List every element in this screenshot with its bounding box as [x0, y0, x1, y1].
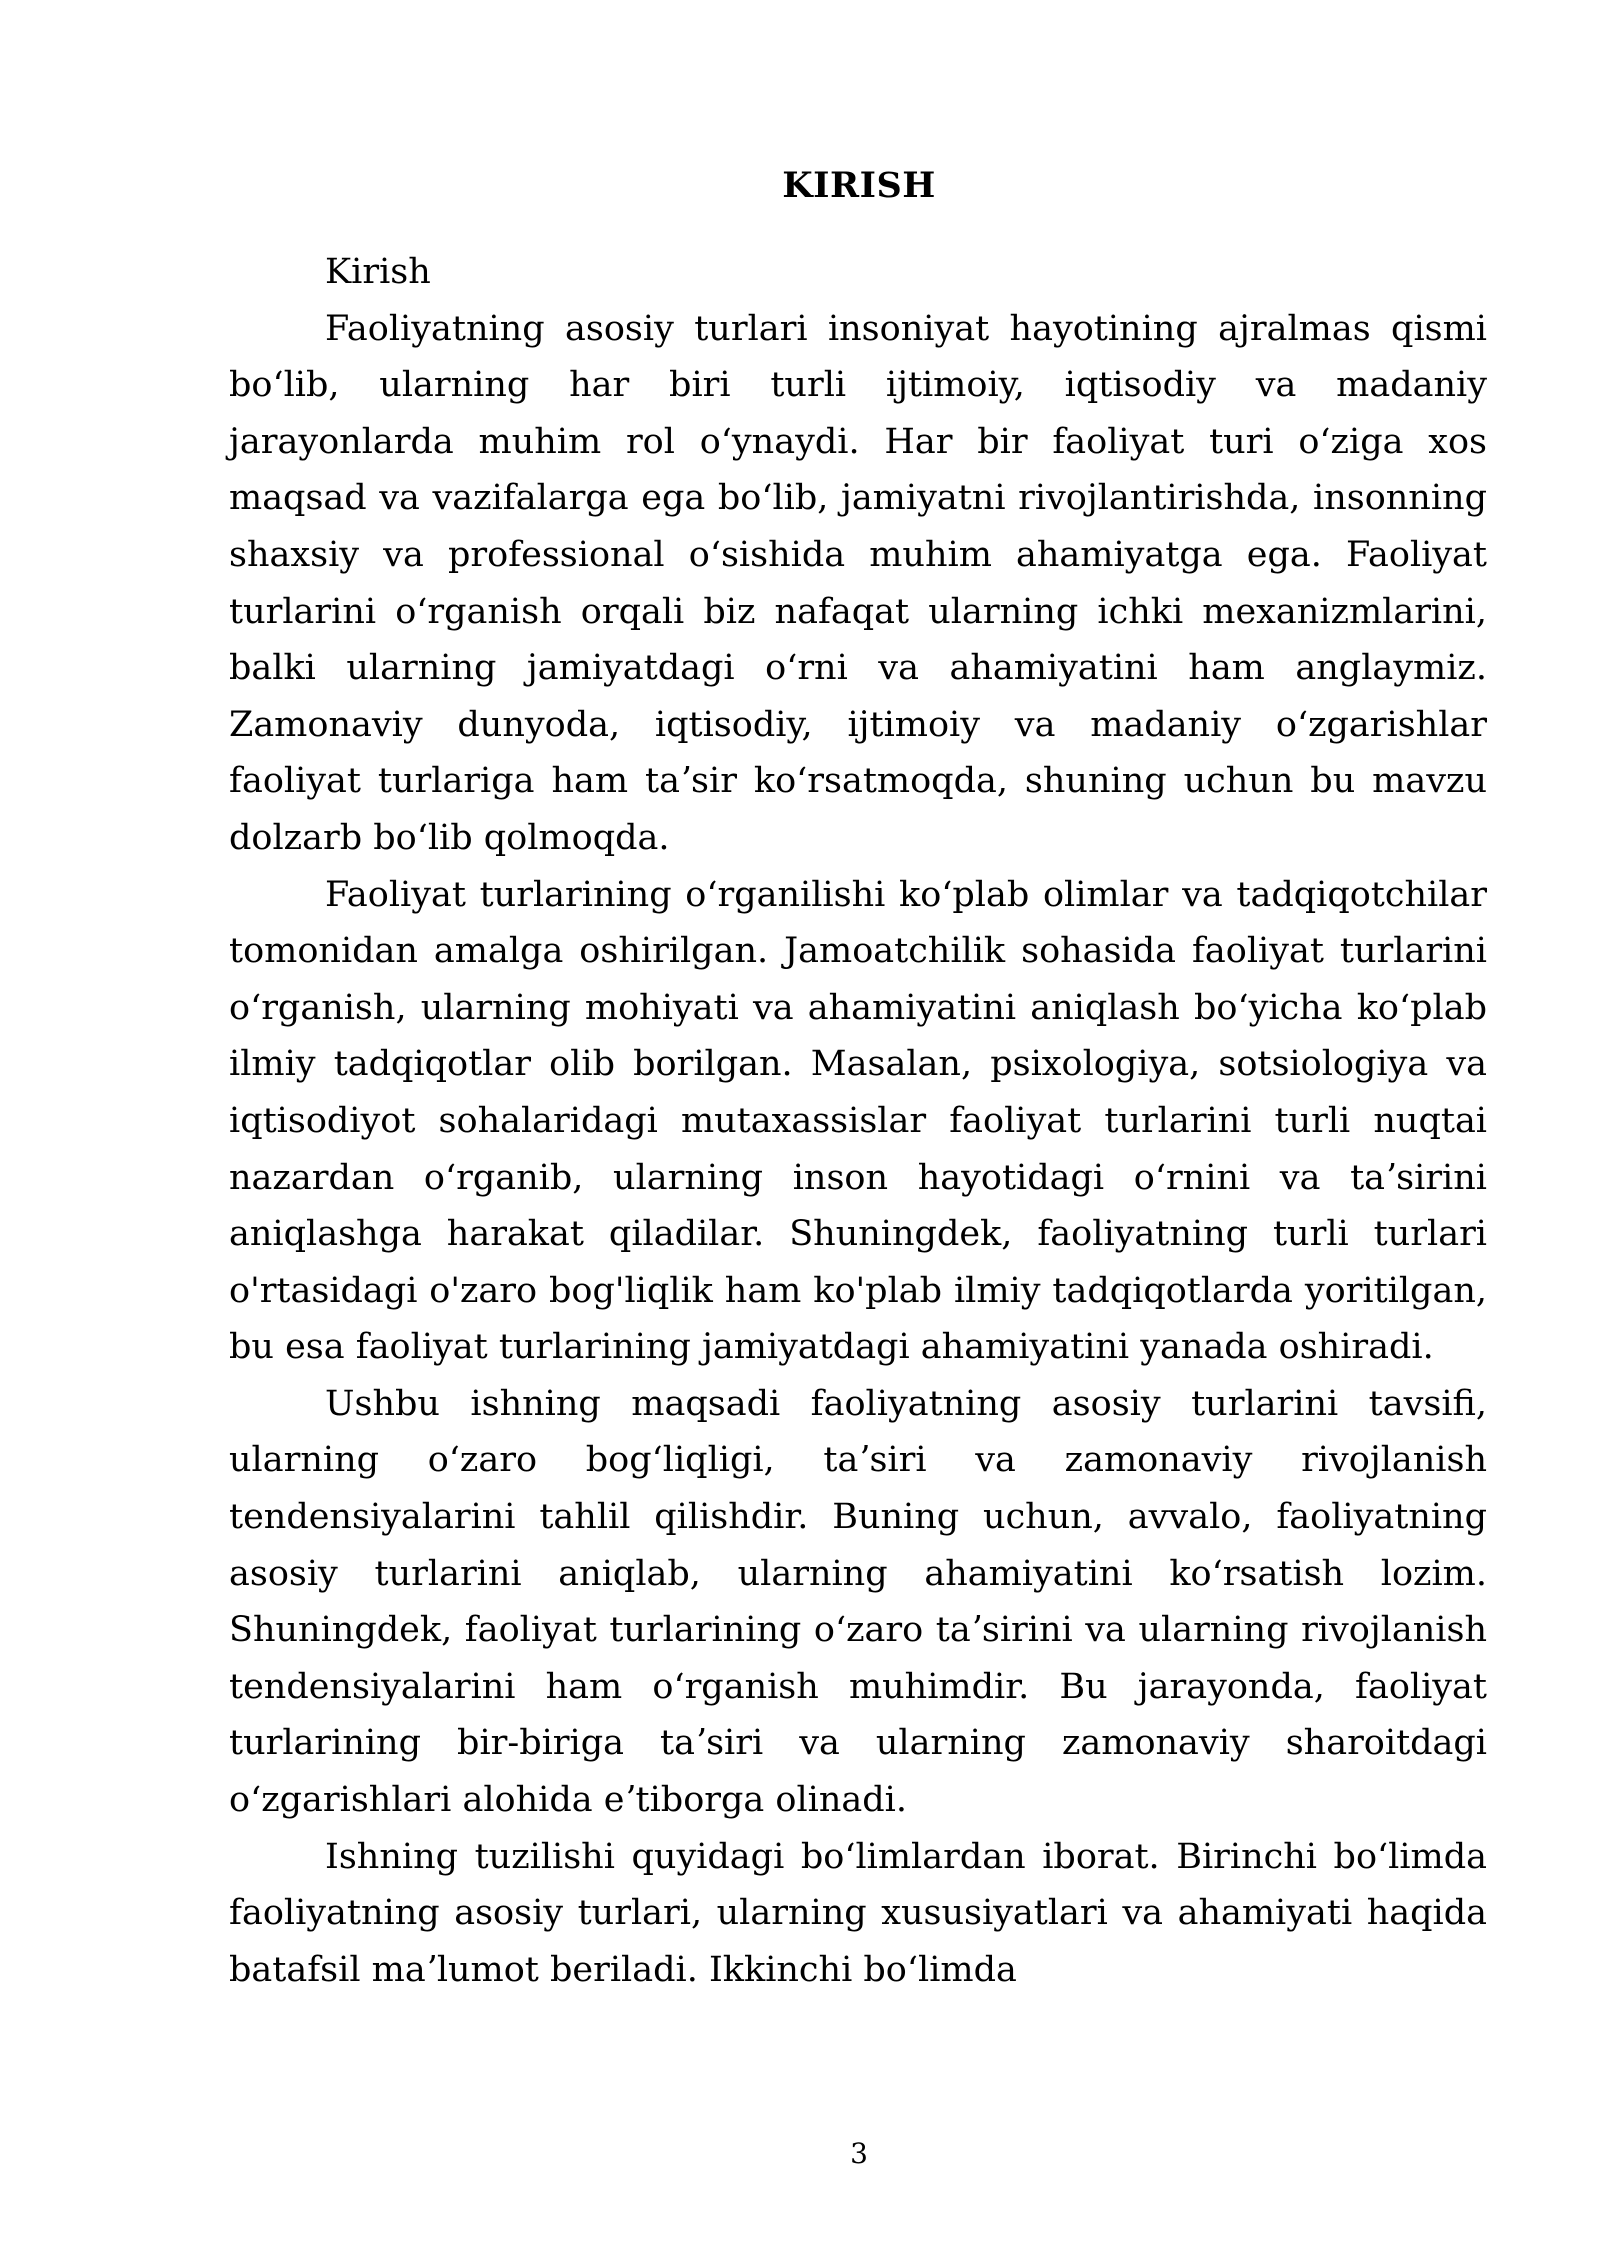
page-title: KIRISH	[782, 165, 936, 206]
document-body	[229, 244, 1487, 1998]
paragraph-4: Ishning tuzilishi quyidagi boʻlimlardan iborat. Birinchi boʻlimda faoliyatning asosiy turlari, ularning xususiyatlari va ahamiyati haqida batafsil maʼlumot beriladi. Ikkinchi boʻlimda	[229, 1836, 1487, 1990]
paragraph-1: Faoliyatning asosiy turlari insoniyat hayotining ajralmas qismi boʻlib, ularning har biri turli ijtimoiy, iqtisodiy va madaniy jarayonlarda muhim rol oʻynaydi. Har bir faoliyat turi oʻziga xos maqsad va vazifalarga ega boʻlib, jamiyatni rivojlantirishda, insonning shaxsiy va professional oʻsishida muhim ahamiyatga ega. Faoliyat turlarini oʻrganish orqali biz nafaqat ularning ichki mexanizmlarini, balki ularning jamiyatdagi oʻrni va ahamiyatini ham anglaymiz. Zamonaviy dunyoda, iqtisodiy, ijtimoiy va madaniy oʻzgarishlar faoliyat turlariga ham taʼsir koʻrsatmoqda, shuning uchun bu mavzu dolzarb boʻlib qolmoqda.	[229, 308, 1487, 858]
paragraph-3: Ushbu ishning maqsadi faoliyatning asosiy turlarini tavsifi, ularning oʻzaro bogʻliqligi, taʼsiri va zamonaviy rivojlanish tendensiyalarini tahlil qilishdir. Buning uchun, avvalo, faoliyatning asosiy turlarini aniqlab, ularning ahamiyatini koʻrsatish lozim. Shuningdek, faoliyat turlarining oʻzaro taʼsirini va ularning rivojlanish tendensiyalarini ham oʻrganish muhimdir. Bu jarayonda, faoliyat turlarining bir-biriga taʼsiri va ularning zamonaviy sharoitdagi oʻzgarishlari alohida eʼtiborga olinadi.	[229, 1383, 1487, 1821]
section-subtitle: Kirish	[325, 252, 431, 292]
page-number: 3	[850, 2137, 868, 2170]
paragraph-2: Faoliyat turlarining oʻrganilishi koʻplab olimlar va tadqiqotchilar tomonidan amalga oshirilgan. Jamoatchilik sohasida faoliyat turlarini oʻrganish, ularning mohiyati va ahamiyatini aniqlash boʻyicha koʻplab ilmiy tadqiqotlar olib borilgan. Masalan, psixologiya, sotsiologiya va iqtisodiyot sohalaridagi mutaxassislar faoliyat turlarini turli nuqtai nazardan oʻrganib, ularning inson hayotidagi oʻrnini va taʼsirini aniqlashga harakat qiladilar. Shuningdek, faoliyatning turli turlari o'rtasidagi o'zaro bog'liqlik ham ko'plab ilmiy tadqiqotlarda yoritilgan, bu esa faoliyat turlarining jamiyatdagi ahamiyatini yanada oshiradi.	[229, 874, 1487, 1368]
